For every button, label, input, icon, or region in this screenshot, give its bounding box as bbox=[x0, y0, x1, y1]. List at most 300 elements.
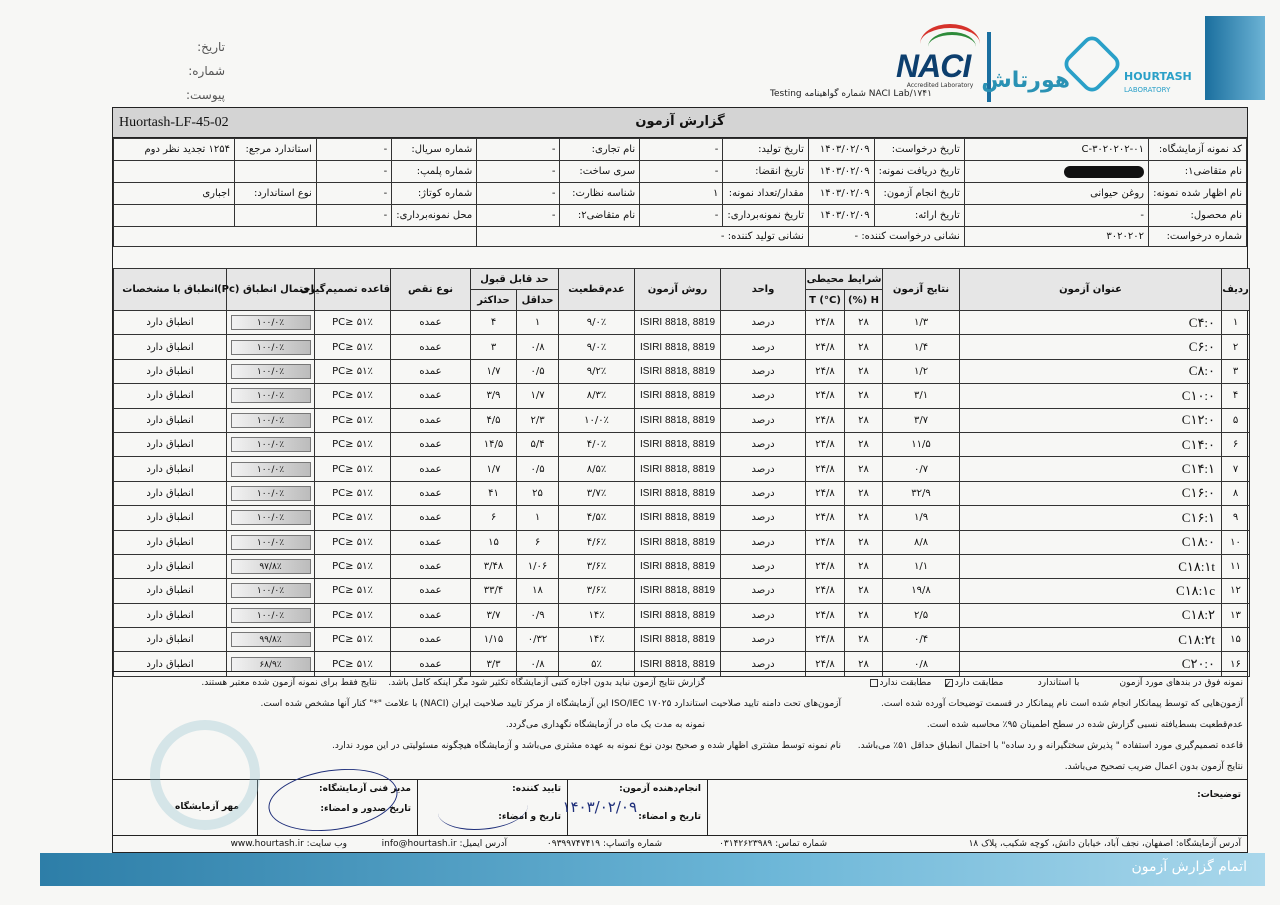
cell-result: ۱۹/۸ bbox=[883, 579, 960, 603]
col-env: شرایط محیطی bbox=[806, 269, 883, 290]
cell-defect: عمده bbox=[391, 384, 471, 408]
cell-method: ISIRI 8818, 8819 bbox=[635, 457, 721, 481]
cell-max: ۱/۷ bbox=[471, 359, 517, 383]
cell-unc: ۱۴٪ bbox=[559, 628, 635, 652]
cell-method: ISIRI 8818, 8819 bbox=[635, 554, 721, 578]
cell-unit: درصد bbox=[721, 603, 806, 627]
cell-conform: انطباق دارد bbox=[114, 530, 227, 554]
cell-unc: ۸/۳٪ bbox=[559, 384, 635, 408]
cell-max: ۳/۹ bbox=[471, 384, 517, 408]
cell-unit: درصد bbox=[721, 652, 806, 676]
cell-h: ۲۸ bbox=[845, 432, 883, 456]
info-value bbox=[114, 205, 235, 227]
cell-max: ۴/۵ bbox=[471, 408, 517, 432]
cell-rule: ۵۱٪ ≤PC bbox=[315, 554, 391, 578]
cell-h: ۲۸ bbox=[845, 481, 883, 505]
pc-value-box: ۱۰۰/۰٪ bbox=[231, 583, 311, 598]
cell-n: ۴ bbox=[1222, 384, 1250, 408]
table-row bbox=[114, 335, 1250, 359]
cell-method: ISIRI 8818, 8819 bbox=[635, 335, 721, 359]
lab-stamp-label: مهر آزمایشگاه bbox=[175, 802, 239, 812]
col-method: روش آزمون bbox=[635, 269, 721, 311]
info-key: تاریخ نمونه‌برداری: bbox=[723, 205, 809, 227]
conform-checkbox: ✓ bbox=[944, 679, 952, 690]
cell-t: ۲۴/۸ bbox=[806, 603, 845, 627]
cell-min: ۶ bbox=[517, 530, 559, 554]
info-value bbox=[964, 161, 1148, 183]
info-key: نام تجاری: bbox=[560, 139, 640, 161]
number-label: شماره: bbox=[188, 64, 225, 78]
hourtash-logo: هورتاش HOURTASH LABORATORY bbox=[1000, 30, 1195, 105]
col-pc: احتمال انطباق (Pc) bbox=[227, 269, 315, 311]
info-value: ۱۴۰۳/۰۲/۰۹ bbox=[808, 183, 874, 205]
cell-max: ۳۳/۴ bbox=[471, 579, 517, 603]
cell-rule: ۵۱٪ ≤PC bbox=[315, 408, 391, 432]
performer-signature-date: ۱۴۰۳/۰۲/۰۹ bbox=[562, 798, 637, 816]
cell-unc: ۴/۰٪ bbox=[559, 432, 635, 456]
cell-pc bbox=[227, 603, 315, 627]
cell-unc: ۹/۰٪ bbox=[559, 335, 635, 359]
cell-result: ۱/۴ bbox=[883, 335, 960, 359]
cell-min: ۰/۳۲ bbox=[517, 628, 559, 652]
cell-conform: انطباق دارد bbox=[114, 457, 227, 481]
cell-defect: عمده bbox=[391, 457, 471, 481]
manager-cell: مدیر فنی آزمایشگاه: تاریخ صدور و امضاء: bbox=[257, 780, 417, 836]
cell-conform: انطباق دارد bbox=[114, 506, 227, 530]
cell-pc bbox=[227, 311, 315, 335]
cell-method: ISIRI 8818, 8819 bbox=[635, 359, 721, 383]
info-value: ۱۴۰۳/۰۲/۰۹ bbox=[808, 161, 874, 183]
cell-h: ۲۸ bbox=[845, 554, 883, 578]
cell-method: ISIRI 8818, 8819 bbox=[635, 311, 721, 335]
cell-min: ۱/۷ bbox=[517, 384, 559, 408]
cell-unit: درصد bbox=[721, 506, 806, 530]
info-value: - bbox=[316, 161, 391, 183]
info-key: شناسه نظارت: bbox=[560, 183, 640, 205]
info-key: تاریخ انجام آزمون: bbox=[874, 183, 964, 205]
cell-pc bbox=[227, 481, 315, 505]
note-copy: گزارش نتایج آزمون نباید بدون اجازه کتبی آزمایشگاه تکثیر شود مگر اینکه کامل باشد. bbox=[388, 678, 705, 688]
cell-h: ۲۸ bbox=[845, 408, 883, 432]
cell-title: C۴:۰ bbox=[960, 311, 1222, 335]
header-meta bbox=[175, 35, 225, 107]
info-value: اجباری bbox=[114, 183, 235, 205]
cell-method: ISIRI 8818, 8819 bbox=[635, 530, 721, 554]
table-row bbox=[114, 457, 1250, 481]
cell-result: ۸/۸ bbox=[883, 530, 960, 554]
table-row bbox=[114, 579, 1250, 603]
info-key: کد نمونه آزمایشگاه: bbox=[1149, 139, 1247, 161]
pc-value-box: ۱۰۰/۰٪ bbox=[231, 608, 311, 623]
info-value: ۱۴۰۳/۰۲/۰۹ bbox=[808, 139, 874, 161]
cell-pc bbox=[227, 384, 315, 408]
footer-email[interactable]: آدرس ایمیل: info@hourtash.ir bbox=[381, 839, 507, 849]
table-row bbox=[114, 603, 1250, 627]
cell-result: ۲/۵ bbox=[883, 603, 960, 627]
table-row bbox=[114, 506, 1250, 530]
pc-value-box: ۱۰۰/۰٪ bbox=[231, 388, 311, 403]
pc-value-box: ۱۰۰/۰٪ bbox=[231, 510, 311, 525]
table-row bbox=[114, 432, 1250, 456]
cell-conform: انطباق دارد bbox=[114, 335, 227, 359]
cell-rule: ۵۱٪ ≤PC bbox=[315, 579, 391, 603]
remarks-label: توضیحات: bbox=[1197, 790, 1241, 800]
cell-conform: انطباق دارد bbox=[114, 481, 227, 505]
cell-title: C۱۸:۲ bbox=[960, 603, 1222, 627]
cell-unit: درصد bbox=[721, 335, 806, 359]
cell-h: ۲۸ bbox=[845, 579, 883, 603]
info-key: نام اظهار شده نمونه: bbox=[1149, 183, 1247, 205]
cell-min: ۱۸ bbox=[517, 579, 559, 603]
note-valid: نتایج فقط برای نمونه آزمون شده معتبر هستند. bbox=[201, 678, 377, 688]
cell-method: ISIRI 8818, 8819 bbox=[635, 481, 721, 505]
cell-defect: عمده bbox=[391, 408, 471, 432]
cell-h: ۲۸ bbox=[845, 652, 883, 676]
cell-t: ۲۴/۸ bbox=[806, 408, 845, 432]
info-row-request bbox=[114, 227, 1247, 247]
cell-defect: عمده bbox=[391, 554, 471, 578]
cell-h: ۲۸ bbox=[845, 506, 883, 530]
cell-n: ۱۰ bbox=[1222, 530, 1250, 554]
request-no: ۳۰۲۰۲۰۲ bbox=[964, 227, 1148, 247]
cell-n: ۷ bbox=[1222, 457, 1250, 481]
cell-method: ISIRI 8818, 8819 bbox=[635, 408, 721, 432]
col-unit: واحد bbox=[721, 269, 806, 311]
cell-method: ISIRI 8818, 8819 bbox=[635, 628, 721, 652]
pc-value-box: ۱۰۰/۰٪ bbox=[231, 364, 311, 379]
footer-website[interactable]: وب سایت: www.hourtash.ir bbox=[230, 839, 347, 849]
note-uncertainty: عدم‌قطعیت بسط‌یافته نسبی گزارش شده در سطح اطمینان ۹۵٪ محاسبه شده است. bbox=[926, 720, 1243, 730]
cell-h: ۲۸ bbox=[845, 603, 883, 627]
note-correction: نتایج آزمون بدون اعمال ضریب تصحیح می‌باشد. bbox=[1064, 762, 1243, 772]
cell-defect: عمده bbox=[391, 311, 471, 335]
cell-t: ۲۴/۸ bbox=[806, 432, 845, 456]
end-of-report-bar: اتمام گزارش آزمون bbox=[40, 853, 1265, 886]
info-key: تاریخ درخواست: bbox=[874, 139, 964, 161]
col-humidity: H (%) bbox=[845, 290, 883, 311]
note-conformity: نمونه فوق در بندهای مورد آزمون با استاندارد مطابقت دارد✓ مطابقت ندارد bbox=[868, 678, 1243, 688]
cell-max: ۳/۳ bbox=[471, 652, 517, 676]
requester-addr-label: نشانی درخواست کننده: - bbox=[808, 227, 964, 247]
cell-t: ۲۴/۸ bbox=[806, 335, 845, 359]
cell-max: ۱۵ bbox=[471, 530, 517, 554]
info-value: - bbox=[640, 161, 723, 183]
cell-rule: ۵۱٪ ≤PC bbox=[315, 530, 391, 554]
cell-conform: انطباق دارد bbox=[114, 628, 227, 652]
info-value: - bbox=[316, 139, 391, 161]
info-value: ۱ bbox=[640, 183, 723, 205]
cell-min: ۰/۹ bbox=[517, 603, 559, 627]
title-bar bbox=[113, 108, 1247, 138]
cell-title: C۱۴:۰ bbox=[960, 432, 1222, 456]
info-key: نام متقاضی۱: bbox=[1149, 161, 1247, 183]
info-key: سری ساخت: bbox=[560, 161, 640, 183]
cell-t: ۲۴/۸ bbox=[806, 628, 845, 652]
cell-conform: انطباق دارد bbox=[114, 359, 227, 383]
col-min: حداقل bbox=[517, 290, 559, 311]
cell-title: C۱۸:۱t bbox=[960, 554, 1222, 578]
col-rule: قاعده تصمیم‌گیری bbox=[315, 269, 391, 311]
cell-title: C۱۸:۲t bbox=[960, 628, 1222, 652]
cell-unc: ۴/۶٪ bbox=[559, 530, 635, 554]
cell-unc: ۹/۰٪ bbox=[559, 311, 635, 335]
cell-rule: ۵۱٪ ≤PC bbox=[315, 311, 391, 335]
results-table bbox=[113, 268, 1250, 677]
cell-max: ۳/۴۸ bbox=[471, 554, 517, 578]
cell-max: ۱/۷ bbox=[471, 457, 517, 481]
cell-unit: درصد bbox=[721, 311, 806, 335]
info-value: - bbox=[477, 205, 560, 227]
footer-contacts bbox=[113, 835, 1247, 854]
info-row bbox=[114, 161, 1247, 183]
info-key: تاریخ تولید: bbox=[723, 139, 809, 161]
col-temp: T (°C) bbox=[806, 290, 845, 311]
cell-title: C۱۶:۱ bbox=[960, 506, 1222, 530]
pc-value-box: ۹۹/۸٪ bbox=[231, 632, 311, 647]
cell-defect: عمده bbox=[391, 481, 471, 505]
cell-t: ۲۴/۸ bbox=[806, 530, 845, 554]
naci-accreditation-line: NACI Lab/۱۷۴۱ شماره گواهینامه Testing bbox=[770, 89, 932, 99]
info-value: - bbox=[640, 139, 723, 161]
cell-unit: درصد bbox=[721, 408, 806, 432]
table-row bbox=[114, 628, 1250, 652]
cell-method: ISIRI 8818, 8819 bbox=[635, 506, 721, 530]
info-key: نام محصول: bbox=[1149, 205, 1247, 227]
cell-h: ۲۸ bbox=[845, 359, 883, 383]
col-test-title: عنوان آزمون bbox=[960, 269, 1222, 311]
footer-phone: شماره تماس: ۰۳۱۴۲۶۲۳۹۸۹ bbox=[719, 839, 827, 849]
cell-pc bbox=[227, 554, 315, 578]
cell-rule: ۵۱٪ ≤PC bbox=[315, 652, 391, 676]
cell-min: ۱/۰۶ bbox=[517, 554, 559, 578]
cell-result: ۱/۱ bbox=[883, 554, 960, 578]
cell-unc: ۵٪ bbox=[559, 652, 635, 676]
attachment-label: پیوست: bbox=[185, 88, 225, 102]
cell-unit: درصد bbox=[721, 457, 806, 481]
cell-method: ISIRI 8818, 8819 bbox=[635, 652, 721, 676]
cell-conform: انطباق دارد bbox=[114, 311, 227, 335]
cell-method: ISIRI 8818, 8819 bbox=[635, 432, 721, 456]
col-max: حداکثر bbox=[471, 290, 517, 311]
note-rule: قاعده تصمیم‌گیری مورد استفاده " پذیرش سختگیرانه و رد ساده" با احتمال انطباق حداقل ۵۱٪ می‌باشد. bbox=[857, 741, 1243, 751]
cell-n: ۸ bbox=[1222, 481, 1250, 505]
approver-signature-icon bbox=[438, 788, 528, 830]
cell-t: ۲۴/۸ bbox=[806, 554, 845, 578]
cell-t: ۲۴/۸ bbox=[806, 652, 845, 676]
info-key: شماره سریال: bbox=[392, 139, 477, 161]
table-row bbox=[114, 384, 1250, 408]
performer-cell: انجام‌دهنده آزمون: تاریخ و امضاء: ۱۴۰۳/۰۲/۰۹ bbox=[567, 780, 707, 836]
cell-pc bbox=[227, 408, 315, 432]
cell-n: ۳ bbox=[1222, 359, 1250, 383]
cell-min: ۱ bbox=[517, 506, 559, 530]
note-contractor: آزمون‌هایی که توسط پیمانکار انجام شده است نام پیمانکار در قسمت توضیحات آورده شده است. bbox=[881, 699, 1243, 709]
cell-h: ۲۸ bbox=[845, 311, 883, 335]
cell-method: ISIRI 8818, 8819 bbox=[635, 579, 721, 603]
nonconform-checkbox bbox=[870, 679, 878, 687]
info-value: ۱۴۰۳/۰۲/۰۹ bbox=[808, 205, 874, 227]
footer-address: آدرس آزمایشگاه: اصفهان، نجف آباد، خیابان دانش، کوچه شکیب، پلاک ۱۸ bbox=[968, 839, 1241, 849]
cell-result: ۱۱/۵ bbox=[883, 432, 960, 456]
cell-title: C۱۲:۰ bbox=[960, 408, 1222, 432]
date-label: تاریخ: bbox=[197, 40, 225, 54]
cell-defect: عمده bbox=[391, 506, 471, 530]
pc-value-box: ۶۸/۹٪ bbox=[231, 657, 311, 672]
cell-unit: درصد bbox=[721, 628, 806, 652]
info-key: تاریخ انقضا: bbox=[723, 161, 809, 183]
info-value: - bbox=[964, 205, 1148, 227]
pc-value-box: ۱۰۰/۰٪ bbox=[231, 486, 311, 501]
cell-n: ۹ bbox=[1222, 506, 1250, 530]
cell-title: C۸:۰ bbox=[960, 359, 1222, 383]
cell-pc bbox=[227, 579, 315, 603]
cell-t: ۲۴/۸ bbox=[806, 481, 845, 505]
info-key: تاریخ ارائه: bbox=[874, 205, 964, 227]
cell-rule: ۵۱٪ ≤PC bbox=[315, 359, 391, 383]
table-row bbox=[114, 311, 1250, 335]
info-value: - bbox=[640, 205, 723, 227]
cell-max: ۴۱ bbox=[471, 481, 517, 505]
cell-defect: عمده bbox=[391, 652, 471, 676]
info-key bbox=[235, 205, 317, 227]
col-uncertainty: عدم‌قطعیت bbox=[559, 269, 635, 311]
table-row bbox=[114, 408, 1250, 432]
cell-unc: ۳/۶٪ bbox=[559, 554, 635, 578]
pc-value-box: ۹۷/۸٪ bbox=[231, 559, 311, 574]
info-key: نام متقاضی۲: bbox=[560, 205, 640, 227]
cell-h: ۲۸ bbox=[845, 457, 883, 481]
cell-title: C۱۸:۰ bbox=[960, 530, 1222, 554]
info-key: شماره پلمپ: bbox=[392, 161, 477, 183]
cell-t: ۲۴/۸ bbox=[806, 311, 845, 335]
note-sample-name: نام نمونه توسط مشتری اظهار شده و صحیح بودن نوع نمونه به عهده مشتری می‌باشد و آزمایشگاه هیچگونه مسئولیتی در این مورد ندارد. bbox=[332, 741, 841, 751]
cell-title: C۱۸:۱c bbox=[960, 579, 1222, 603]
cell-min: ۰/۸ bbox=[517, 652, 559, 676]
header-color-strip bbox=[1205, 16, 1265, 100]
watermark-logo-icon bbox=[150, 720, 260, 830]
cell-min: ۵/۴ bbox=[517, 432, 559, 456]
cell-rule: ۵۱٪ ≤PC bbox=[315, 506, 391, 530]
cell-max: ۱/۱۵ bbox=[471, 628, 517, 652]
cell-result: ۳۲/۹ bbox=[883, 481, 960, 505]
col-conform: انطباق با مشخصات bbox=[114, 269, 227, 311]
info-key: تاریخ دریافت نمونه: bbox=[874, 161, 964, 183]
producer-addr-label: نشانی تولید کننده: - bbox=[477, 227, 809, 247]
info-key: مقدار/تعداد نمونه: bbox=[723, 183, 809, 205]
cell-max: ۱۴/۵ bbox=[471, 432, 517, 456]
cell-rule: ۵۱٪ ≤PC bbox=[315, 628, 391, 652]
pc-value-box: ۱۰۰/۰٪ bbox=[231, 437, 311, 452]
cell-n: ۵ bbox=[1222, 408, 1250, 432]
info-key: استاندارد مرجع: bbox=[235, 139, 317, 161]
cell-method: ISIRI 8818, 8819 bbox=[635, 603, 721, 627]
cell-unit: درصد bbox=[721, 530, 806, 554]
info-key: شماره کوتاژ: bbox=[392, 183, 477, 205]
report-info-table bbox=[113, 138, 1247, 247]
cell-min: ۰/۸ bbox=[517, 335, 559, 359]
signature-section bbox=[113, 779, 1247, 835]
cell-pc bbox=[227, 530, 315, 554]
cell-unit: درصد bbox=[721, 579, 806, 603]
cell-min: ۲/۳ bbox=[517, 408, 559, 432]
cell-h: ۲۸ bbox=[845, 628, 883, 652]
cell-rule: ۵۱٪ ≤PC bbox=[315, 432, 391, 456]
cell-defect: عمده bbox=[391, 432, 471, 456]
cell-pc bbox=[227, 628, 315, 652]
cell-unc: ۸/۵٪ bbox=[559, 457, 635, 481]
info-value: - bbox=[316, 183, 391, 205]
cell-min: ۲۵ bbox=[517, 481, 559, 505]
info-row bbox=[114, 139, 1247, 161]
cell-rule: ۵۱٪ ≤PC bbox=[315, 457, 391, 481]
cell-n: ۶ bbox=[1222, 432, 1250, 456]
cell-pc bbox=[227, 359, 315, 383]
info-value: - bbox=[477, 183, 560, 205]
cell-defect: عمده bbox=[391, 603, 471, 627]
cell-min: ۰/۵ bbox=[517, 457, 559, 481]
cell-defect: عمده bbox=[391, 628, 471, 652]
info-row bbox=[114, 183, 1247, 205]
info-value: - bbox=[477, 139, 560, 161]
cell-conform: انطباق دارد bbox=[114, 579, 227, 603]
cell-unit: درصد bbox=[721, 384, 806, 408]
info-key bbox=[235, 161, 317, 183]
cell-defect: عمده bbox=[391, 359, 471, 383]
cell-title: C۲۰:۰ bbox=[960, 652, 1222, 676]
cell-max: ۳/۷ bbox=[471, 603, 517, 627]
redacted-name bbox=[1064, 166, 1144, 178]
note-accreditation: آزمون‌های تحت دامنه تایید صلاحیت استاندارد ISO/IEC ۱۷۰۲۵ این آزمایشگاه از مرکز تایید صلاحیت ایران (NACI) با علامت "*" کنار آنها مشخص شده است. bbox=[260, 699, 841, 709]
table-row bbox=[114, 554, 1250, 578]
approver-cell: تایید کننده: تاریخ و امضاء: bbox=[417, 780, 567, 836]
cell-title: C۱۰:۰ bbox=[960, 384, 1222, 408]
cell-min: ۱ bbox=[517, 311, 559, 335]
cell-unit: درصد bbox=[721, 481, 806, 505]
info-value bbox=[114, 161, 235, 183]
pc-value-box: ۱۰۰/۰٪ bbox=[231, 535, 311, 550]
cell-result: ۰/۸ bbox=[883, 652, 960, 676]
cell-max: ۴ bbox=[471, 311, 517, 335]
cell-h: ۲۸ bbox=[845, 530, 883, 554]
request-no-label: شماره درخواست: bbox=[1149, 227, 1247, 247]
cell-n: ۱ bbox=[1222, 311, 1250, 335]
cell-t: ۲۴/۸ bbox=[806, 359, 845, 383]
cell-rule: ۵۱٪ ≤PC bbox=[315, 335, 391, 359]
cell-t: ۲۴/۸ bbox=[806, 579, 845, 603]
cell-unc: ۴/۵٪ bbox=[559, 506, 635, 530]
cell-rule: ۵۱٪ ≤PC bbox=[315, 384, 391, 408]
cell-t: ۲۴/۸ bbox=[806, 457, 845, 481]
cell-defect: عمده bbox=[391, 335, 471, 359]
cell-t: ۲۴/۸ bbox=[806, 384, 845, 408]
col-defect: نوع نقص bbox=[391, 269, 471, 311]
cell-method: ISIRI 8818, 8819 bbox=[635, 384, 721, 408]
info-value: ۳۰۲۰۲۰۲-۰۱-C bbox=[964, 139, 1148, 161]
info-key: محل نمونه‌برداری: bbox=[392, 205, 477, 227]
cell-title: C۱۶:۰ bbox=[960, 481, 1222, 505]
cell-unit: درصد bbox=[721, 554, 806, 578]
report-title: گزارش آزمون bbox=[635, 114, 725, 129]
cell-defect: عمده bbox=[391, 530, 471, 554]
cell-rule: ۵۱٪ ≤PC bbox=[315, 603, 391, 627]
cell-pc bbox=[227, 335, 315, 359]
cell-unit: درصد bbox=[721, 359, 806, 383]
cell-result: ۰/۴ bbox=[883, 628, 960, 652]
cell-title: C۶:۰ bbox=[960, 335, 1222, 359]
cell-conform: انطباق دارد bbox=[114, 384, 227, 408]
cell-unc: ۱۴٪ bbox=[559, 603, 635, 627]
cell-pc bbox=[227, 457, 315, 481]
